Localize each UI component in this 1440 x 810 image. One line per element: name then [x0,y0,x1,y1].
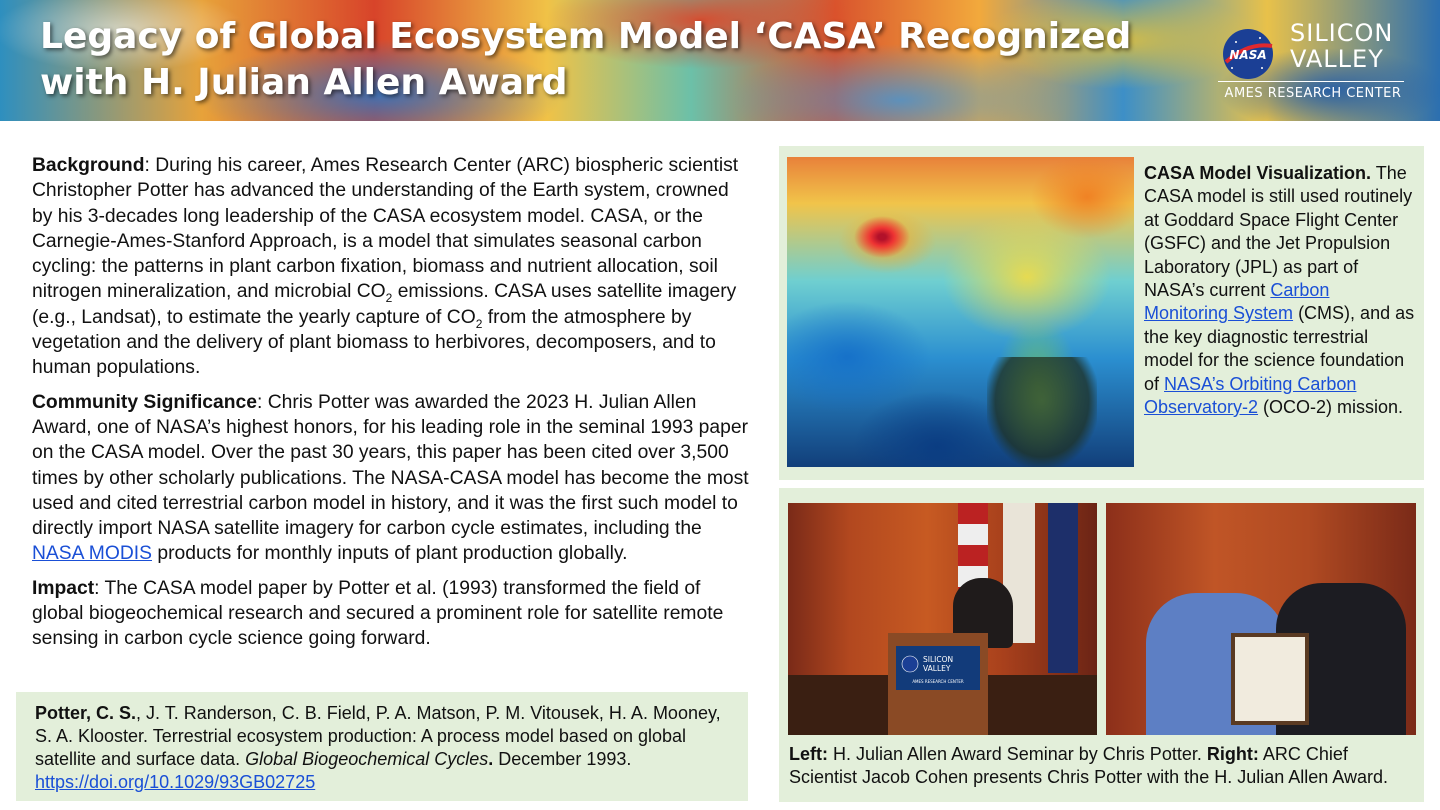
logo-ames-research-center: AMES RESEARCH CENTER [1224,86,1402,101]
viz-caption-text-3: (OCO-2) mission. [1258,397,1404,418]
main-text-column [32,153,752,661]
casa-visualization-caption [1144,162,1416,419]
viz-caption-text-1: The CASA model is still used routinely at Goddard Space Flight Center (GSFC) and the Jet Propulsion Laboratory (JPL) as part of NASA’s current [1144,163,1413,301]
community-heading: Community Significance [32,391,257,413]
photos-caption [789,743,1419,790]
community-paragraph [32,390,752,567]
nasa-silicon-valley-logo [1218,20,1408,104]
reference-text: , J. T. Randerson, C. B. Field, P. A. Matson, P. M. Vitousek, H. A. Mooney, S. A. Klooster. Terrestrial ecosystem production: A process model based on global satellite and surface data. [35,703,721,769]
casa-model-visualization-image [787,157,1134,467]
caption-left-label: Left: [789,744,828,764]
award-certificate [1231,633,1309,725]
impact-text: : The CASA model paper by Potter et al. (1993) transformed the field of global biogeochemical research and secured a prominent role for satellite remote sensing in carbon cycle science going forward. [32,577,724,650]
caption-right-label: Right: [1206,744,1259,764]
nasa-meatball-icon [1222,28,1274,80]
co2-subscript-1: 2 [385,291,393,306]
co2-subscript-2: 2 [475,316,483,331]
nasa-modis-link[interactable]: NASA MODIS [32,543,152,565]
nasa-logo-text: NASA [1229,48,1267,62]
header-banner [0,0,1440,121]
background-heading: Background [32,155,145,176]
south-america-land [987,357,1097,467]
reference-author: Potter, C. S. [35,703,137,723]
podium-sign [896,646,980,690]
viz-caption-text-2: (CMS), and as the key diagnostic terrestrial model for the science foundation of [1144,303,1415,394]
impact-heading: Impact [32,577,95,599]
reference-date: December 1993. [493,749,632,769]
background-paragraph [32,153,752,381]
podium-sign-valley: VALLEY [923,664,951,673]
background-text-3: from the atmosphere by vegetation and the delivery of plant biomass to herbivores, decomposers, and to human populations. [32,306,716,379]
casa-visualization-panel [779,146,1424,480]
doi-link[interactable]: https://doi.org/10.1029/93GB02725 [35,772,316,792]
logo-valley: VALLEY [1290,45,1384,73]
background-text-1: : During his career, Ames Research Center (ARC) biospheric scientist Christopher Potter has advanced the understanding of the Earth system, crowned by his 3-decades long leadership of the CASA ecosystem model. CASA, or the Carnegie-Ames-Stanford Approach, is a model that simulates seasonal carbon cycling: the patterns in plant carbon fixation, biomass and nutrient allocation, soil nitrogen mineralization, and microbial CO [32,155,739,303]
logo-silicon: SILICON [1290,19,1394,47]
nasa-flag [1048,503,1078,673]
award-photos-panel [779,488,1424,802]
award-presentation-photo [1106,503,1416,735]
reference-period: . [488,749,494,769]
reference-citation [35,702,725,794]
reference-box [16,692,748,801]
podium-sign-silicon: SILICON [923,655,954,664]
impact-paragraph [32,576,752,652]
oco2-link[interactable]: NASA’s Orbiting Carbon Observatory-2 [1144,373,1357,418]
background-text-2: emissions. CASA uses satellite imagery (e.g., Landsat), to estimate the yearly capture of CO [32,281,737,328]
reference-journal: Global Biogeochemical Cycles [245,749,489,769]
seminar-photo [788,503,1097,735]
viz-caption-heading: CASA Model Visualization. [1144,163,1372,183]
community-text-2: products for monthly inputs of plant production globally. [152,543,628,565]
community-text-1: : Chris Potter was awarded the 2023 H. Julian Allen Award, one of NASA’s highest honors, for his leading role in the seminal 1993 paper on the CASA model. Over the past 30 years, this paper has been cited over 3,500 times by other scholarly publications. The NASA-CASA model has become the most used and cited terrestrial carbon model in history, and it was the first such model to directly import NASA satellite imagery for carbon cycle estimates, including the [32,391,749,540]
carbon-monitoring-system-link[interactable]: Carbon Monitoring System [1144,280,1330,324]
logo-divider [1218,81,1404,82]
caption-right-text: ARC Chief Scientist Jacob Cohen presents Chris Potter with the H. Julian Allen Award. [789,744,1388,788]
podium-sign-ames: AMES RESEARCH CENTER [912,679,964,684]
caption-left-text: H. Julian Allen Award Seminar by Chris Potter. [828,744,1207,764]
page-title: Legacy of Global Ecosystem Model ‘CASA’ Recognized with H. Julian Allen Award [40,16,1132,103]
